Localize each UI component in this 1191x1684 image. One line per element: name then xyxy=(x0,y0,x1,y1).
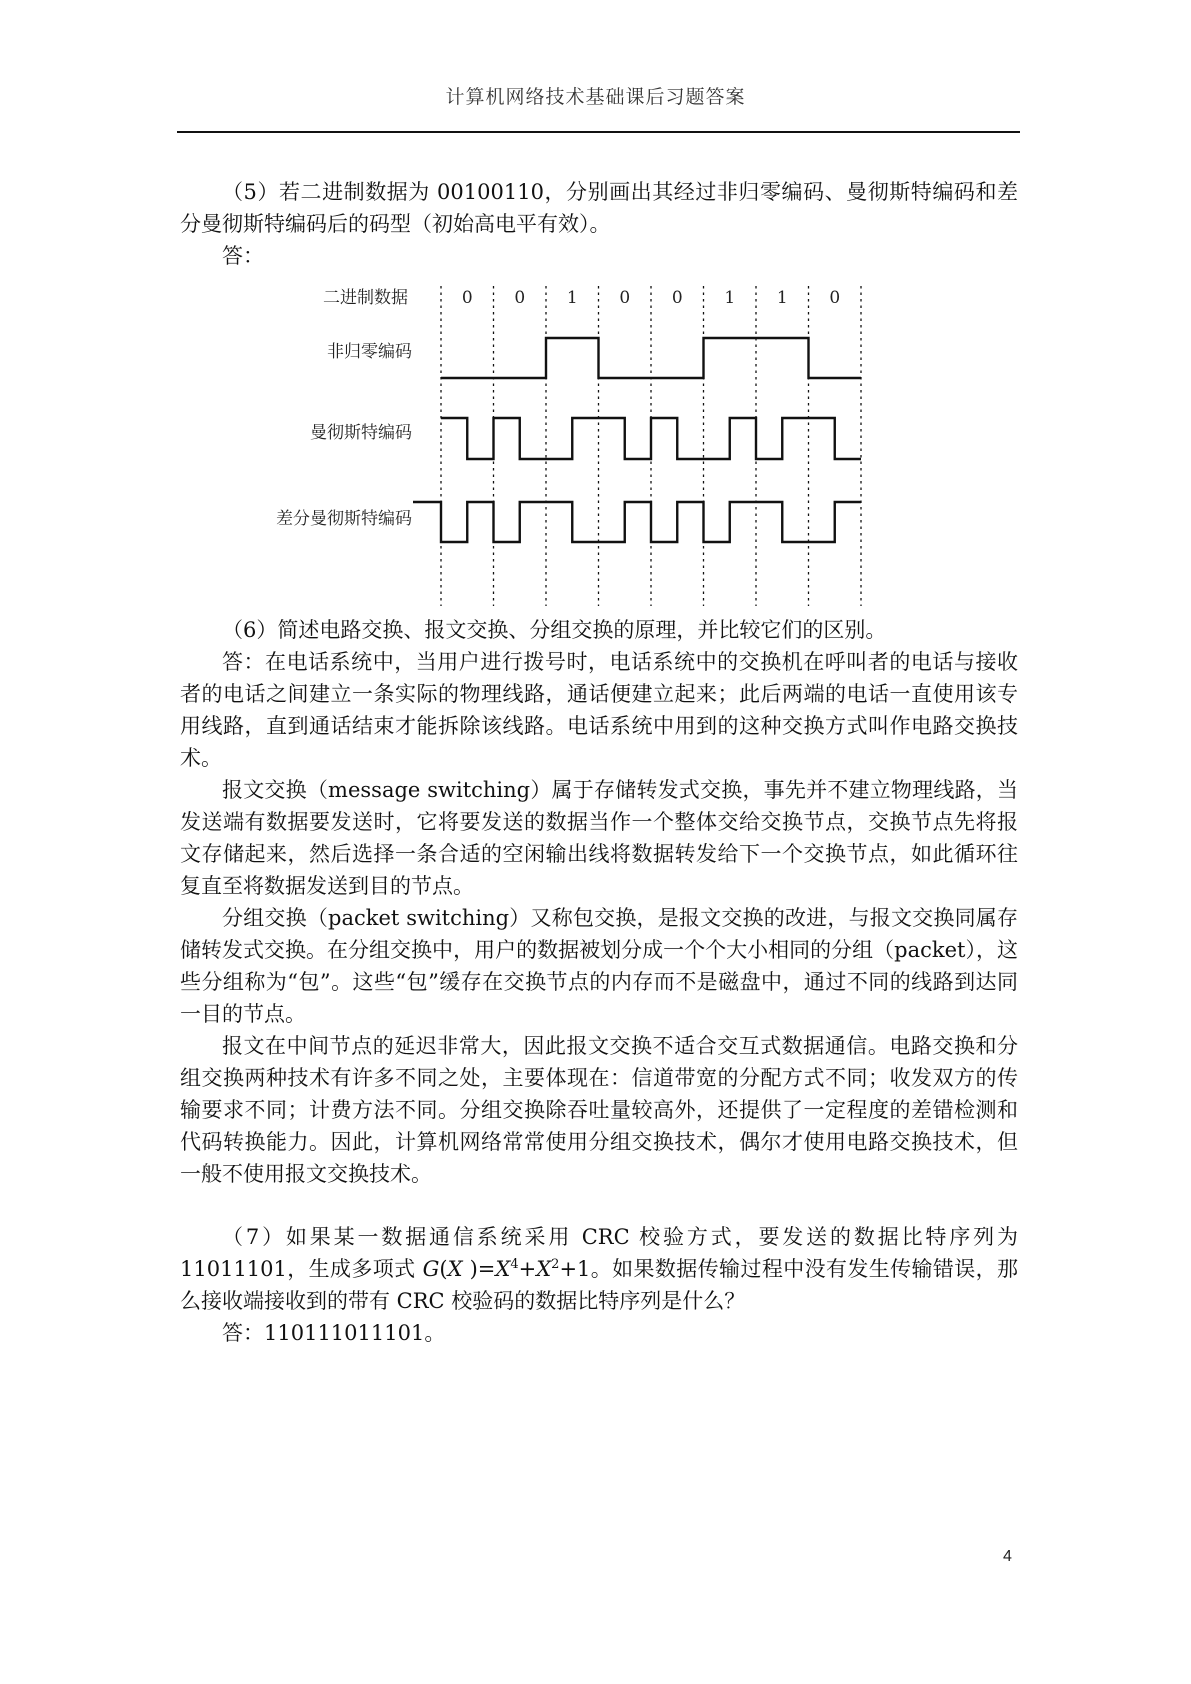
answer-6-para-1: 答：在电话系统中，当用户进行拨号时，电话系统中的交换机在呼叫者的电话与接收者的电话之间建立一条实际的物理线路，通话便建立起来；此后两端的电话一直使用该专用线路，直到通话结束才能拆除该线路。电话系统中用到的这种交换方式叫作电路交换技术。 xyxy=(180,650,1018,770)
poly-paren-eq: )= xyxy=(462,1257,496,1281)
header-rule xyxy=(177,131,1020,133)
diff-manchester-waveform xyxy=(413,502,861,542)
poly-x3: X xyxy=(536,1257,552,1281)
answer-5-label: 答： xyxy=(222,244,264,268)
answer-6-para-4: 报文在中间节点的延迟非常大，因此报文交换不适合交互式数据通信。电路交换和分组交换两种技术有许多不同之处，主要体现在：信道带宽的分配方式不同；收发双方的传输要求不同；计费方法不同。分组交换除吞吐量较高外，还提供了一定程度的差错检测和代码转换能力。因此，计算机网络常常使用分组交换技术，偶尔才使用电路交换技术，但一般不使用报文交换技术。 xyxy=(180,1034,1018,1186)
bit-label: 0 xyxy=(461,288,473,308)
waveforms xyxy=(413,338,861,542)
bit-label: 0 xyxy=(829,288,841,308)
answer-7: 答：110111011101。 xyxy=(222,1321,446,1345)
bits-row-label: 二进制数据 xyxy=(323,288,408,308)
encoding-diagram xyxy=(180,276,1018,606)
bit-label: 0 xyxy=(671,288,683,308)
bit-label: 1 xyxy=(776,288,788,308)
row-labels xyxy=(276,288,412,529)
poly-g: G xyxy=(422,1257,440,1281)
question-6: （6）简述电路交换、报文交换、分组交换的原理，并比较它们的区别。 xyxy=(222,618,887,642)
poly-exp-4: 4 xyxy=(510,1257,519,1272)
poly-x1: X xyxy=(447,1257,463,1281)
bit-labels xyxy=(462,288,840,308)
page-number: 4 xyxy=(1003,1548,1012,1565)
question-5: （5）若二进制数据为 00100110，分别画出其经过非归零编码、曼彻斯特编码和差分曼彻斯特编码后的码型（初始高电平有效）。 xyxy=(180,180,1018,236)
answer-6-para-3: 分组交换（packet switching）又称包交换，是报文交换的改进，与报文交换同属存储转发式交换。在分组交换中，用户的数据被划分成一个个大小相同的分组（packet），这些分组称为“包”。这些“包”缓存在交换节点的内存而不是磁盘中，通过不同的线路到达同一目的节点。 xyxy=(180,906,1018,1026)
diff-manchester-label: 差分曼彻斯特编码 xyxy=(276,509,412,529)
question-7-part1: （7）如果某一数据通信系统采用 CRC 校验方式，要发送的数据比特序列为 11011101，生成多项式 xyxy=(180,1225,1018,1281)
bit-label: 0 xyxy=(514,288,526,308)
manchester-waveform xyxy=(441,418,861,459)
page-content xyxy=(180,176,1018,1349)
poly-exp-2: 2 xyxy=(551,1257,560,1272)
bit-label: 0 xyxy=(619,288,631,308)
manchester-label: 曼彻斯特编码 xyxy=(310,423,412,443)
bit-label: 1 xyxy=(566,288,578,308)
question-7-tail: +1。如果数据传输过程中没有发生传输错误，那么接收端接收到的带有 CRC 校验码的数据比特序列是什么？ xyxy=(180,1257,1018,1313)
nrz-label: 非归零编码 xyxy=(327,342,412,362)
question-7: （7）如果某一数据通信系统采用 CRC 校验方式，要发送的数据比特序列为 11011101，生成多项式 G(X )$=X^4+X^2+1$。如果数据传输过程中没有发生传输错误，那么接收端接收到的带有 CRC 校验码的数据比特序列是什么？ xyxy=(180,1225,1018,1313)
bit-label: 1 xyxy=(724,288,736,308)
poly-plus: + xyxy=(518,1257,537,1281)
page-header: 计算机网络技术基础课后习题答案 xyxy=(445,86,746,108)
answer-6-para-2: 报文交换（message switching）属于存储转发式交换，事先并不建立物理线路，当发送端有数据要发送时，它将要发送的数据当作一个整体交给交换节点，交换节点先将报文存储起来，然后选择一条合适的空闲输出线将数据转发给下一个交换节点，如此循环往复直至将数据发送到目的节点。 xyxy=(180,778,1018,898)
poly-x2: X xyxy=(495,1257,511,1281)
